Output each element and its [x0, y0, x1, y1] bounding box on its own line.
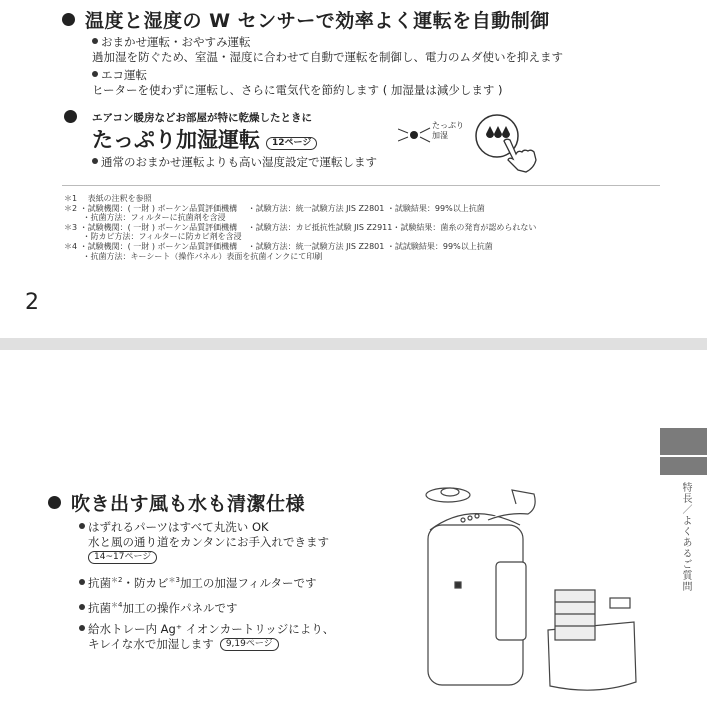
- footnote: ＊3 ・試験機関：( 一財 ) ボーケン品質評価機構 ・試験方法：カビ抵抗性試験 JIS Z2911・試験結果：菌糸の発育が認められない: [64, 222, 537, 232]
- subheading-text: たっぷり加湿運転: [92, 128, 260, 152]
- subheading-large: [92, 124, 317, 154]
- page-ref-badge: 9,19ページ: [220, 638, 279, 651]
- bullet-icon: [79, 625, 85, 631]
- feature-text: 加工の加湿フィルターです: [179, 575, 317, 590]
- feature-filter: [79, 573, 317, 591]
- feature-desc: 過加湿を防ぐため、室温・湿度に合わせて自動で運転を制御し、電力のムダ使いを抑えます: [92, 50, 564, 64]
- footnote: ・抗菌方法：キーシート（操作パネル）表面を抗菌インクにて印刷: [64, 251, 323, 261]
- footnote: ＊1 表紙の注釈を参照: [64, 194, 152, 203]
- bullet-icon: [79, 523, 85, 529]
- feature-panel: [79, 598, 237, 616]
- section-heading-clean: [48, 489, 305, 516]
- feature-title: エコ運転: [101, 68, 147, 82]
- bullet-icon: [92, 71, 98, 77]
- feature-text: はずれるパーツはすべて丸洗い OK: [88, 520, 269, 534]
- sub-desc: [92, 155, 377, 170]
- sub-desc-text: 通常のおまかせ運転よりも高い湿度設定で運転します: [101, 155, 377, 169]
- footnote: ＊4 ・試験機関：( 一財 ) ボーケン品質評価機構 ・試験方法：統一試験方法 JIS Z2801 ・試試験結果：99%以上抗菌: [64, 241, 493, 251]
- side-tab-marker[interactable]: [660, 428, 707, 475]
- feature-text: 抗菌: [88, 600, 111, 615]
- bullet-icon: [92, 38, 98, 44]
- footnote-ref: ＊4: [111, 601, 123, 609]
- bullet-icon: [64, 110, 77, 123]
- bullet-icon: [48, 496, 61, 509]
- page-ref-badge: 12ページ: [266, 137, 317, 150]
- feature-text: ・防カビ: [122, 575, 169, 590]
- feature-text: 抗菌: [88, 575, 111, 590]
- humidifier-illustration: [400, 480, 640, 695]
- page-ref-badge: 14~17ページ: [88, 551, 157, 564]
- feature-washable: [79, 520, 329, 565]
- bullet-icon: [62, 13, 75, 26]
- feature-eco: [92, 68, 502, 98]
- subheading-small: エアコン暖房などお部屋が特に乾燥したときに: [92, 112, 312, 124]
- side-tab-label[interactable]: 特長／よくあるご質問: [680, 482, 691, 592]
- tappuri-button-press-icon: [470, 112, 550, 177]
- footnote: ＊2 ・試験機関：( 一財 ) ボーケン品質評価機構 ・試験方法：統一試験方法 JIS Z2801 ・試験結果：99%以上抗菌: [64, 203, 485, 213]
- feature-text: 水と風の通り道をカンタンにお手入れできます: [88, 535, 330, 549]
- page-number: 2: [25, 290, 39, 315]
- bullet-icon: [92, 158, 98, 164]
- feature-text: 給水トレー内 Ag⁺ イオンカートリッジにより、: [88, 622, 335, 636]
- heading-text: 吹き出す風も水も清潔仕様: [71, 493, 306, 515]
- bullet-icon: [79, 604, 85, 610]
- footnote: ・抗菌方法：フィルターに抗菌剤を含浸: [64, 213, 226, 223]
- feature-omakase: [92, 35, 563, 65]
- feature-text: キレイな水で加湿します: [88, 637, 214, 651]
- tappuri-indicator: [398, 121, 464, 149]
- heading-text: 温度と湿度の W センサーで効率よく運転を自動制御: [85, 10, 550, 32]
- feature-title: おまかせ運転・おやすみ運転: [101, 35, 251, 49]
- bullet-icon: [79, 579, 85, 585]
- indicator-label: たっぷり: [432, 121, 464, 130]
- feature-desc: ヒーターを使わずに運転し、さらに電気代を節約します ( 加湿量は減少します ): [92, 83, 503, 97]
- footnote: ・防カビ方法：フィルターに防カビ剤を含浸: [64, 232, 242, 242]
- footnote-ref: ＊3: [168, 576, 180, 584]
- footnotes: [64, 194, 536, 261]
- indicator-label: 加湿: [432, 131, 448, 140]
- page-separator: [0, 338, 707, 350]
- section-heading-sensor: [62, 6, 550, 33]
- feature-text: 加工の操作パネルです: [122, 600, 238, 615]
- footnote-ref: ＊2: [111, 576, 123, 584]
- side-tab-divider: [660, 455, 707, 457]
- divider: [62, 185, 660, 186]
- feature-ag-cartridge: [79, 622, 334, 652]
